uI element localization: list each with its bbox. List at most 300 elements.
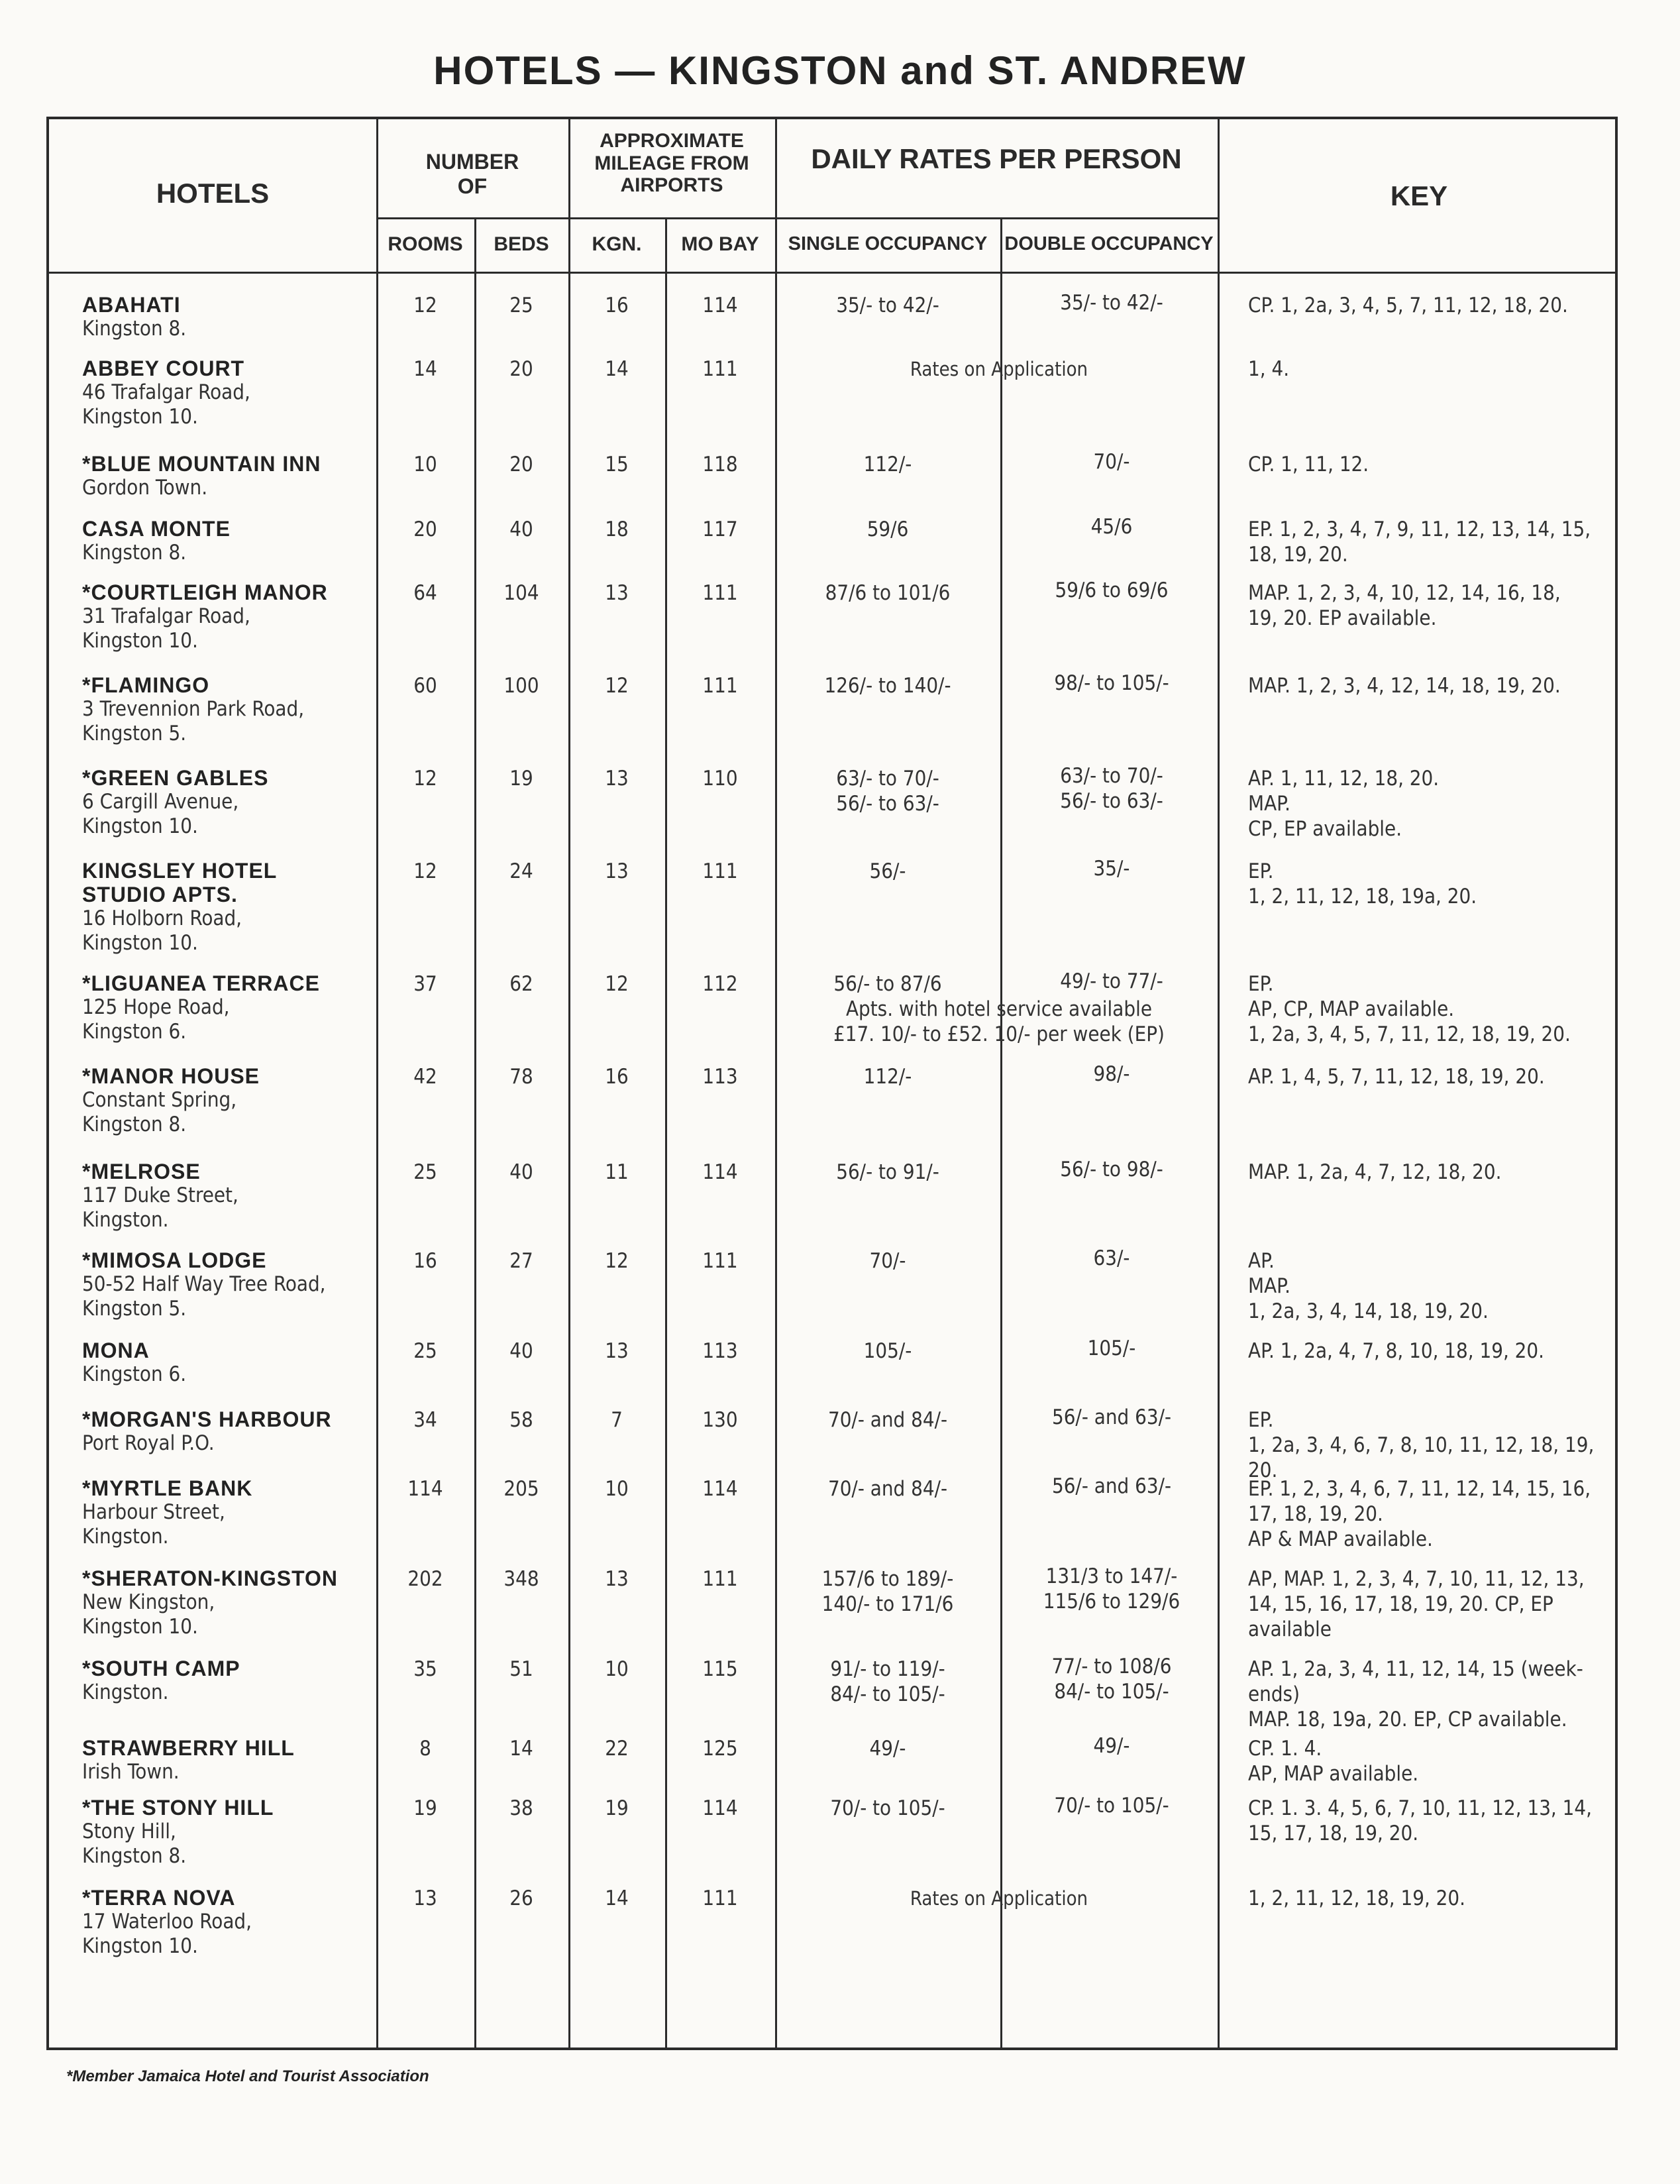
- hotel-name: *SOUTH CAMP: [82, 1657, 240, 1680]
- hotel-cell: [82, 1064, 413, 1137]
- address-line: 6 Cargill Avenue,: [82, 790, 239, 814]
- rate-line: 105/-: [1087, 1337, 1136, 1360]
- mobay-miles-cell: 130: [702, 1408, 738, 1432]
- hotel-name: *COURTLEIGH MANOR: [82, 580, 328, 604]
- single-rate-cell: [775, 580, 1000, 606]
- rate-line: 56/- to 98/-: [1060, 1158, 1163, 1181]
- rooms-cell: 13: [413, 1886, 437, 1910]
- hotel-name: *TERRA NOVA: [82, 1886, 236, 1910]
- beds-cell: 24: [509, 859, 533, 883]
- address-line: 16 Holborn Road,: [82, 906, 242, 930]
- key-line: 1, 2a, 3, 4, 6, 7, 8, 10, 11, 12, 18, 19,: [1248, 1433, 1595, 1457]
- key-line: MAP. 1, 2a, 4, 7, 12, 18, 20.: [1248, 1160, 1502, 1184]
- key-line: MAP. 1, 2, 3, 4, 10, 12, 14, 16, 18,: [1248, 581, 1561, 605]
- double-rate-cell: [1000, 1405, 1223, 1430]
- rate-line: 70/- to 105/-: [1054, 1794, 1169, 1818]
- hotel-name: *MYRTLE BANK: [82, 1476, 253, 1500]
- hotel-address: [82, 790, 413, 839]
- single-rate-cell: [775, 1476, 1000, 1502]
- address-line: Kingston 10.: [82, 629, 198, 653]
- hotel-cell: [82, 517, 413, 565]
- beds-cell: 26: [509, 1886, 533, 1910]
- rate-line: 63/- to 70/-: [1060, 764, 1163, 788]
- double-rate-cell: [1000, 1793, 1223, 1818]
- hotel-name: *MELROSE: [82, 1160, 201, 1183]
- header-single: SINGLE OCCUPANCY: [788, 233, 988, 254]
- hotel-cell: [82, 1407, 413, 1456]
- hotel-address: [82, 1910, 413, 1959]
- rates-note-cell: [775, 997, 1223, 1047]
- hotel-cell: [82, 356, 413, 429]
- single-rate-cell: [775, 293, 1000, 318]
- address-line: Kingston 8.: [82, 1113, 187, 1136]
- hotel-cell: [82, 452, 413, 500]
- rate-note-line: Apts. with hotel service available: [845, 997, 1153, 1021]
- single-rate-cell: [775, 1796, 1000, 1821]
- hotel-name: *BLUE MOUNTAIN INN: [82, 452, 321, 476]
- beds-cell: 25: [509, 294, 533, 317]
- double-rate-cell: [1000, 671, 1223, 696]
- hotel-cell: [82, 859, 413, 956]
- rate-line: 56/- and 63/-: [1051, 1474, 1172, 1498]
- double-rate-cell: [1000, 449, 1223, 474]
- hotel-name: KINGSLEY HOTEL STUDIO APTS.: [82, 859, 278, 906]
- rate-note-line: £17. 10/- to £52. 10/- per week (EP): [833, 1022, 1165, 1046]
- header-mileage: APPROXIMATE MILEAGE FROM AIRPORTS: [594, 130, 749, 197]
- rate-line: 98/-: [1093, 1062, 1130, 1086]
- rate-line: 63/- to 70/-: [836, 767, 939, 791]
- double-rate-cell: [1000, 969, 1223, 994]
- rate-line: 56/- to 63/-: [1060, 789, 1163, 813]
- rate-line: 59/6: [866, 518, 909, 541]
- beds-cell: 14: [509, 1737, 533, 1761]
- single-rate-cell: [775, 859, 1000, 884]
- rooms-cell: 12: [413, 767, 437, 791]
- rate-line: 49/- to 77/-: [1060, 969, 1163, 993]
- footnote: *Member Jamaica Hotel and Tourist Association: [66, 2067, 429, 2085]
- hotel-name: *FLAMINGO: [82, 673, 210, 697]
- double-rate-cell: [1000, 1733, 1223, 1759]
- hotel-address: [82, 476, 413, 500]
- key-line: EP.: [1248, 972, 1274, 996]
- address-line: Kingston 10.: [82, 814, 198, 838]
- key-cell: [1248, 517, 1606, 567]
- address-line: New Kingston,: [82, 1590, 215, 1614]
- beds-cell: 27: [509, 1249, 533, 1273]
- key-line: AP, MAP available.: [1248, 1762, 1419, 1786]
- key-line: 20.: [1248, 1458, 1278, 1482]
- beds-cell: 20: [509, 453, 533, 476]
- hotel-name: *MIMOSA LODGE: [82, 1248, 267, 1272]
- hotel-cell: [82, 580, 413, 653]
- kgn-miles-cell: 13: [605, 859, 629, 883]
- single-rate-cell: [775, 1248, 1000, 1274]
- rooms-cell: 60: [413, 674, 437, 698]
- rooms-cell: 12: [413, 859, 437, 883]
- hotel-cell: [82, 1160, 413, 1232]
- hotel-address: [82, 1362, 413, 1387]
- single-rate-cell: [775, 517, 1000, 542]
- rate-line: 45/6: [1090, 515, 1133, 539]
- key-line: CP. 1, 2a, 3, 4, 5, 7, 11, 12, 18, 20.: [1248, 294, 1568, 317]
- rate-line: 56/- to 91/-: [836, 1160, 939, 1184]
- kgn-miles-cell: 16: [605, 294, 629, 317]
- address-line: Kingston 6.: [82, 1020, 187, 1044]
- hotel-name: *LIGUANEA TERRACE: [82, 971, 320, 995]
- rate-line: 87/6 to 101/6: [825, 581, 951, 605]
- kgn-miles-cell: 13: [605, 581, 629, 605]
- double-rate-cell: [1000, 1336, 1223, 1361]
- header-daily-rates: DAILY RATES PER PERSON: [811, 143, 1182, 174]
- hotel-name: STRAWBERRY HILL: [82, 1736, 295, 1760]
- hotel-address: [82, 1760, 413, 1784]
- address-line: Kingston 8.: [82, 1844, 187, 1868]
- beds-cell: 100: [503, 674, 539, 698]
- mobay-miles-cell: 117: [702, 518, 738, 541]
- key-line: ends): [1248, 1682, 1300, 1706]
- key-line: 1, 2, 11, 12, 18, 19a, 20.: [1248, 885, 1477, 908]
- key-line: AP, CP, MAP available.: [1248, 997, 1455, 1021]
- rooms-cell: 10: [413, 453, 437, 476]
- hotel-name: ABBEY COURT: [82, 356, 245, 380]
- address-line: Kingston.: [82, 1680, 169, 1704]
- address-line: Kingston 8.: [82, 541, 187, 565]
- key-line: AP.: [1248, 1249, 1275, 1273]
- hotel-cell: [82, 1736, 413, 1784]
- address-line: Kingston 10.: [82, 931, 198, 955]
- rate-line: 70/-: [869, 1249, 906, 1273]
- hotel-cell: [82, 1476, 413, 1549]
- rooms-cell: 37: [413, 972, 437, 996]
- address-line: Kingston.: [82, 1525, 169, 1549]
- rate-line: 35/- to 42/-: [1060, 291, 1163, 315]
- rooms-cell: 64: [413, 581, 437, 605]
- double-rate-cell: [1000, 1062, 1223, 1087]
- rate-line: 112/-: [863, 1065, 912, 1089]
- hotel-address: [82, 541, 413, 565]
- key-line: EP.: [1248, 859, 1274, 883]
- rooms-cell: 8: [419, 1737, 431, 1761]
- kgn-miles-cell: 13: [605, 767, 629, 791]
- mobay-miles-cell: 125: [702, 1737, 738, 1761]
- rooms-cell: 202: [407, 1567, 443, 1591]
- rooms-cell: 34: [413, 1408, 437, 1432]
- hotel-name: *MANOR HOUSE: [82, 1064, 260, 1088]
- rate-line: 84/- to 105/-: [1054, 1680, 1169, 1704]
- address-line: Kingston 10.: [82, 405, 198, 429]
- beds-cell: 40: [509, 1339, 533, 1363]
- key-line: available: [1248, 1617, 1332, 1641]
- kgn-miles-cell: 12: [605, 674, 629, 698]
- hotel-name: *THE STONY HILL: [82, 1796, 274, 1820]
- beds-cell: 78: [509, 1065, 533, 1089]
- rate-line: 56/-: [869, 859, 906, 883]
- rate-line: 91/- to 119/-: [830, 1657, 945, 1681]
- header-kgn: KGN.: [592, 233, 642, 255]
- mobay-miles-cell: 111: [702, 581, 738, 605]
- single-rate-cell: [775, 1657, 1000, 1707]
- mobay-miles-cell: 112: [702, 972, 738, 996]
- hotel-cell: [82, 971, 413, 1044]
- kgn-miles-cell: 7: [611, 1408, 623, 1432]
- beds-cell: 348: [503, 1567, 539, 1591]
- hotel-address: [82, 697, 413, 746]
- single-rate-cell: [775, 673, 1000, 698]
- key-cell: [1248, 452, 1606, 477]
- header-beds: BEDS: [494, 233, 549, 255]
- hotel-cell: [82, 1566, 413, 1639]
- beds-cell: 40: [509, 1160, 533, 1184]
- hotel-address: [82, 1590, 413, 1639]
- address-line: Kingston 5.: [82, 722, 187, 745]
- header-mobay: MO BAY: [681, 233, 759, 255]
- hotel-address: [82, 604, 413, 653]
- single-rate-cell: [775, 1566, 1000, 1617]
- hotel-name: MONA: [82, 1338, 150, 1362]
- key-line: CP. 1, 11, 12.: [1248, 453, 1369, 476]
- key-line: CP. 1. 3. 4, 5, 6, 7, 10, 11, 12, 13, 14,: [1248, 1796, 1592, 1820]
- beds-cell: 62: [509, 972, 533, 996]
- kgn-miles-cell: 22: [605, 1737, 629, 1761]
- kgn-miles-cell: 19: [605, 1796, 629, 1820]
- rate-line: 49/-: [1093, 1734, 1130, 1758]
- hotel-name: *SHERATON-KINGSTON: [82, 1566, 339, 1590]
- address-line: 50-52 Half Way Tree Road,: [82, 1272, 326, 1296]
- hotel-cell: [82, 1886, 413, 1959]
- single-rate-cell: [775, 1160, 1000, 1185]
- rate-line: 70/-: [1093, 450, 1130, 474]
- address-line: Harbour Street,: [82, 1500, 225, 1524]
- mobay-miles-cell: 114: [702, 1160, 738, 1184]
- key-line: 19, 20. EP available.: [1248, 606, 1437, 630]
- key-cell: [1248, 580, 1606, 631]
- beds-cell: 51: [509, 1657, 533, 1681]
- rate-line: 56/- to 87/6: [833, 972, 942, 996]
- address-line: Constant Spring,: [82, 1088, 237, 1112]
- address-line: 31 Trafalgar Road,: [82, 604, 250, 628]
- address-line: Stony Hill,: [82, 1820, 176, 1843]
- rate-line: 70/- and 84/-: [827, 1477, 948, 1501]
- key-cell: [1248, 356, 1606, 382]
- rate-line: 70/- to 105/-: [830, 1796, 945, 1820]
- rate-line: 115/6 to 129/6: [1043, 1590, 1181, 1613]
- single-rate-cell: [775, 452, 1000, 477]
- double-rate-cell: [1000, 1157, 1223, 1182]
- rate-line: 63/-: [1093, 1246, 1130, 1270]
- key-line: 15, 17, 18, 19, 20.: [1248, 1822, 1419, 1845]
- rate-line: 98/- to 105/-: [1054, 671, 1169, 695]
- mobay-miles-cell: 115: [702, 1657, 738, 1681]
- rate-line: 131/3 to 147/-: [1045, 1564, 1178, 1588]
- beds-cell: 20: [509, 357, 533, 381]
- kgn-miles-cell: 12: [605, 972, 629, 996]
- key-cell: [1248, 673, 1606, 698]
- key-line: 1, 2, 11, 12, 18, 19, 20.: [1248, 1886, 1465, 1910]
- kgn-miles-cell: 18: [605, 518, 629, 541]
- hotel-address: [82, 317, 413, 341]
- key-line: 18, 19, 20.: [1248, 543, 1348, 567]
- mobay-miles-cell: 114: [702, 294, 738, 317]
- key-line: 1, 2a, 3, 4, 14, 18, 19, 20.: [1248, 1299, 1489, 1323]
- mobay-miles-cell: 118: [702, 453, 738, 476]
- key-line: MAP. 18, 19a, 20. EP, CP available.: [1248, 1708, 1567, 1731]
- hotel-cell: [82, 1248, 413, 1321]
- key-cell: [1248, 1566, 1606, 1642]
- hotel-table: [46, 117, 1618, 2050]
- header-hotels: HOTELS: [156, 178, 270, 209]
- hotel-address: [82, 380, 413, 429]
- kgn-miles-cell: 13: [605, 1339, 629, 1363]
- single-rate-cell: [775, 766, 1000, 816]
- key-line: 1, 4.: [1248, 357, 1290, 381]
- hotel-address: [82, 1272, 413, 1321]
- hotel-address: [82, 1431, 413, 1456]
- key-cell: [1248, 1248, 1606, 1324]
- header-rooms: ROOMS: [388, 233, 463, 255]
- beds-cell: 40: [509, 518, 533, 541]
- kgn-miles-cell: 16: [605, 1065, 629, 1089]
- header-bottom-rule: [49, 272, 1615, 274]
- header-divider: [376, 217, 1218, 219]
- mobay-miles-cell: 110: [702, 767, 738, 791]
- column-divider: [665, 217, 667, 2048]
- header-key: KEY: [1390, 180, 1448, 211]
- double-rate-cell: [1000, 1564, 1223, 1614]
- single-rate-cell: [775, 1338, 1000, 1364]
- beds-cell: 19: [509, 767, 533, 791]
- beds-cell: 104: [503, 581, 539, 605]
- double-rate-cell: [1000, 514, 1223, 539]
- rooms-cell: 25: [413, 1160, 437, 1184]
- rooms-cell: 16: [413, 1249, 437, 1273]
- address-line: 17 Waterloo Road,: [82, 1910, 252, 1934]
- key-cell: [1248, 766, 1606, 842]
- key-line: CP, EP available.: [1248, 817, 1402, 841]
- hotel-address: [82, 1183, 413, 1232]
- rate-line: 35/- to 42/-: [836, 294, 939, 317]
- rooms-cell: 19: [413, 1796, 437, 1820]
- rate-line: 49/-: [869, 1737, 906, 1761]
- hotel-cell: [82, 293, 413, 341]
- rooms-cell: 25: [413, 1339, 437, 1363]
- hotel-name: CASA MONTE: [82, 517, 231, 541]
- rate-line: 112/-: [863, 453, 912, 476]
- key-line: MAP.: [1248, 1274, 1290, 1298]
- rate-line: 84/- to 105/-: [830, 1682, 945, 1706]
- mobay-miles-cell: 113: [702, 1339, 738, 1363]
- hotel-name: *GREEN GABLES: [82, 766, 269, 790]
- kgn-miles-cell: 11: [605, 1160, 629, 1184]
- key-line: MAP. 1, 2, 3, 4, 12, 14, 18, 19, 20.: [1248, 674, 1561, 698]
- hotel-cell: [82, 673, 413, 746]
- key-line: 17, 18, 19, 20.: [1248, 1502, 1383, 1526]
- address-line: 125 Hope Road,: [82, 995, 230, 1019]
- double-rate-cell: [1000, 763, 1223, 814]
- kgn-miles-cell: 15: [605, 453, 629, 476]
- hotel-address: [82, 1500, 413, 1549]
- rate-line: 70/- and 84/-: [827, 1408, 948, 1432]
- hotel-address: [82, 1088, 413, 1137]
- key-line: AP, MAP. 1, 2, 3, 4, 7, 10, 11, 12, 13,: [1248, 1567, 1585, 1591]
- double-rate-cell: [1000, 290, 1223, 315]
- column-divider: [474, 217, 476, 2048]
- rate-line: 140/- to 171/6: [821, 1592, 954, 1616]
- hotel-name: *MORGAN'S HARBOUR: [82, 1407, 332, 1431]
- mobay-miles-cell: 111: [702, 1249, 738, 1273]
- kgn-miles-cell: 14: [605, 357, 629, 381]
- single-rate-cell: [775, 1736, 1000, 1761]
- rate-line: 35/-: [1093, 857, 1130, 881]
- key-line: AP. 1, 4, 5, 7, 11, 12, 18, 19, 20.: [1248, 1065, 1545, 1089]
- double-rate-cell: [1000, 1654, 1223, 1704]
- hotel-address: [82, 1680, 413, 1705]
- double-rate-cell: [1000, 578, 1223, 603]
- beds-cell: 38: [509, 1796, 533, 1820]
- key-line: EP. 1, 2, 3, 4, 7, 9, 11, 12, 13, 14, 15,: [1248, 518, 1591, 541]
- address-line: Kingston 6.: [82, 1362, 187, 1386]
- key-line: CP. 1. 4.: [1248, 1737, 1322, 1761]
- address-line: Kingston 5.: [82, 1297, 187, 1321]
- kgn-miles-cell: 10: [605, 1657, 629, 1681]
- mobay-miles-cell: 111: [702, 859, 738, 883]
- page-title: HOTELS — KINGSTON and ST. ANDREW: [433, 48, 1247, 93]
- address-line: 117 Duke Street,: [82, 1183, 238, 1207]
- address-line: 3 Trevennion Park Road,: [82, 697, 305, 721]
- hotel-cell: [82, 766, 413, 839]
- beds-cell: 58: [509, 1408, 533, 1432]
- rate-line: 77/- to 108/6: [1051, 1655, 1172, 1678]
- key-cell: [1248, 1886, 1606, 1911]
- key-line: EP. 1, 2, 3, 4, 6, 7, 11, 12, 14, 15, 16,: [1248, 1477, 1591, 1501]
- mobay-miles-cell: 114: [702, 1796, 738, 1820]
- rate-line: 126/- to 140/-: [824, 674, 951, 698]
- rooms-cell: 14: [413, 357, 437, 381]
- kgn-miles-cell: 10: [605, 1477, 629, 1501]
- key-cell: [1248, 1657, 1606, 1732]
- key-line: 1, 2a, 3, 4, 5, 7, 11, 12, 18, 19, 20.: [1248, 1022, 1571, 1046]
- header-double: DOUBLE OCCUPANCY: [1004, 233, 1214, 254]
- address-line: Gordon Town.: [82, 476, 208, 500]
- rooms-cell: 42: [413, 1065, 437, 1089]
- key-line: EP.: [1248, 1408, 1274, 1432]
- kgn-miles-cell: 14: [605, 1886, 629, 1910]
- hotel-address: [82, 1820, 413, 1869]
- mobay-miles-cell: 111: [702, 1886, 738, 1910]
- single-rate-cell: [775, 1407, 1000, 1433]
- beds-cell: 205: [503, 1477, 539, 1501]
- rooms-cell: 12: [413, 294, 437, 317]
- kgn-miles-cell: 12: [605, 1249, 629, 1273]
- rates-span-cell: Rates on Application: [910, 1887, 1088, 1910]
- header-number-of: NUMBER OF: [425, 150, 519, 198]
- rooms-cell: 114: [407, 1477, 443, 1501]
- address-line: Port Royal P.O.: [82, 1431, 215, 1455]
- rate-line: 157/6 to 189/-: [821, 1567, 954, 1591]
- hotel-cell: [82, 1338, 413, 1387]
- mobay-miles-cell: 111: [702, 674, 738, 698]
- address-line: Kingston 10.: [82, 1615, 198, 1639]
- mobay-miles-cell: 114: [702, 1477, 738, 1501]
- rooms-cell: 20: [413, 518, 437, 541]
- key-cell: [1248, 1160, 1606, 1185]
- key-line: AP. 1, 2a, 3, 4, 11, 12, 14, 15 (week-: [1248, 1657, 1583, 1681]
- key-cell: [1248, 1338, 1606, 1364]
- key-cell: [1248, 971, 1606, 1047]
- key-cell: [1248, 1064, 1606, 1089]
- address-line: Kingston 8.: [82, 317, 187, 341]
- address-line: 46 Trafalgar Road,: [82, 380, 250, 404]
- key-cell: [1248, 1407, 1606, 1483]
